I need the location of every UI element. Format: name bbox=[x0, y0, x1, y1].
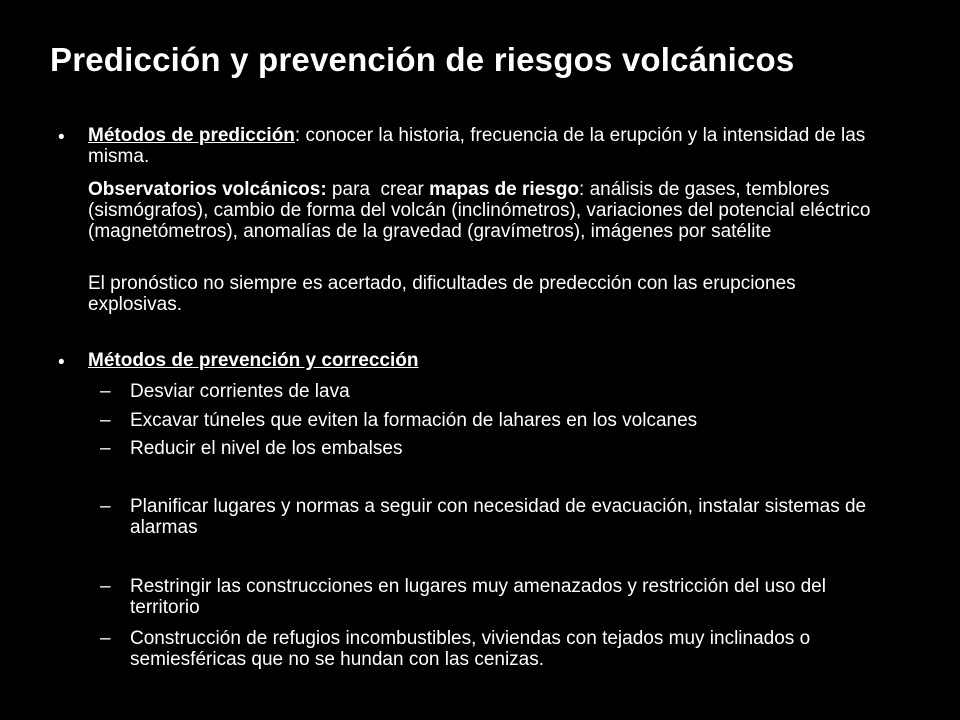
pronostico-paragraph: El pronóstico no siempre es acertado, dificultades de predección con las erupciones explosivas. bbox=[88, 273, 796, 315]
dash-3: – bbox=[100, 438, 111, 459]
mapas-riesgo: mapas de riesgo bbox=[429, 179, 580, 200]
observatorios-text2: : análisis de gases, temblores (sismógrafos), cambio de forma del volcán (inclinómetros), variaciones del potencial eléctrico (magnetómetros), anomalías de la gravedad (gravímetros), imágenes por satélite bbox=[88, 179, 871, 242]
prevencion-item: Desviar corrientes de lava bbox=[130, 381, 350, 402]
dash-2: – bbox=[100, 410, 111, 431]
dash-5: – bbox=[100, 576, 111, 597]
prevencion-heading-line bbox=[88, 350, 888, 371]
bullet-prevencion: • bbox=[58, 352, 65, 373]
slide-title: Predicción y prevención de riesgos volcánicos bbox=[50, 41, 795, 78]
prediccion-heading-rest: : conocer la historia, frecuencia de la erupción y la intensidad de las misma. bbox=[88, 125, 866, 167]
prevencion-item: Construcción de refugios incombustibles, viviendas con tejados muy inclinados o semiesféricas que no se hundan con las cenizas. bbox=[130, 628, 811, 670]
prediccion-heading: Métodos de predicción bbox=[88, 125, 295, 146]
prediccion-paragraph bbox=[88, 125, 888, 167]
bullet-prediccion: • bbox=[58, 127, 65, 148]
prevencion-item: Reducir el nivel de los embalses bbox=[130, 438, 403, 459]
dash-4: – bbox=[100, 496, 111, 517]
prevencion-item: Planificar lugares y normas a seguir con necesidad de evacuación, instalar sistemas de alarmas bbox=[130, 496, 867, 538]
prevencion-heading: Métodos de prevención y corrección bbox=[88, 350, 419, 371]
prevencion-item: Excavar túneles que eviten la formación de lahares en los volcanes bbox=[130, 410, 698, 431]
observatorios-paragraph bbox=[88, 179, 888, 242]
dash-6: – bbox=[100, 628, 111, 649]
observatorios-text1: para crear bbox=[326, 179, 430, 200]
dash-1: – bbox=[100, 381, 111, 402]
prevencion-item: Restringir las construcciones en lugares muy amenazados y restricción del uso del territorio bbox=[130, 576, 826, 618]
observatorios-lead: Observatorios volcánicos: bbox=[88, 179, 327, 200]
